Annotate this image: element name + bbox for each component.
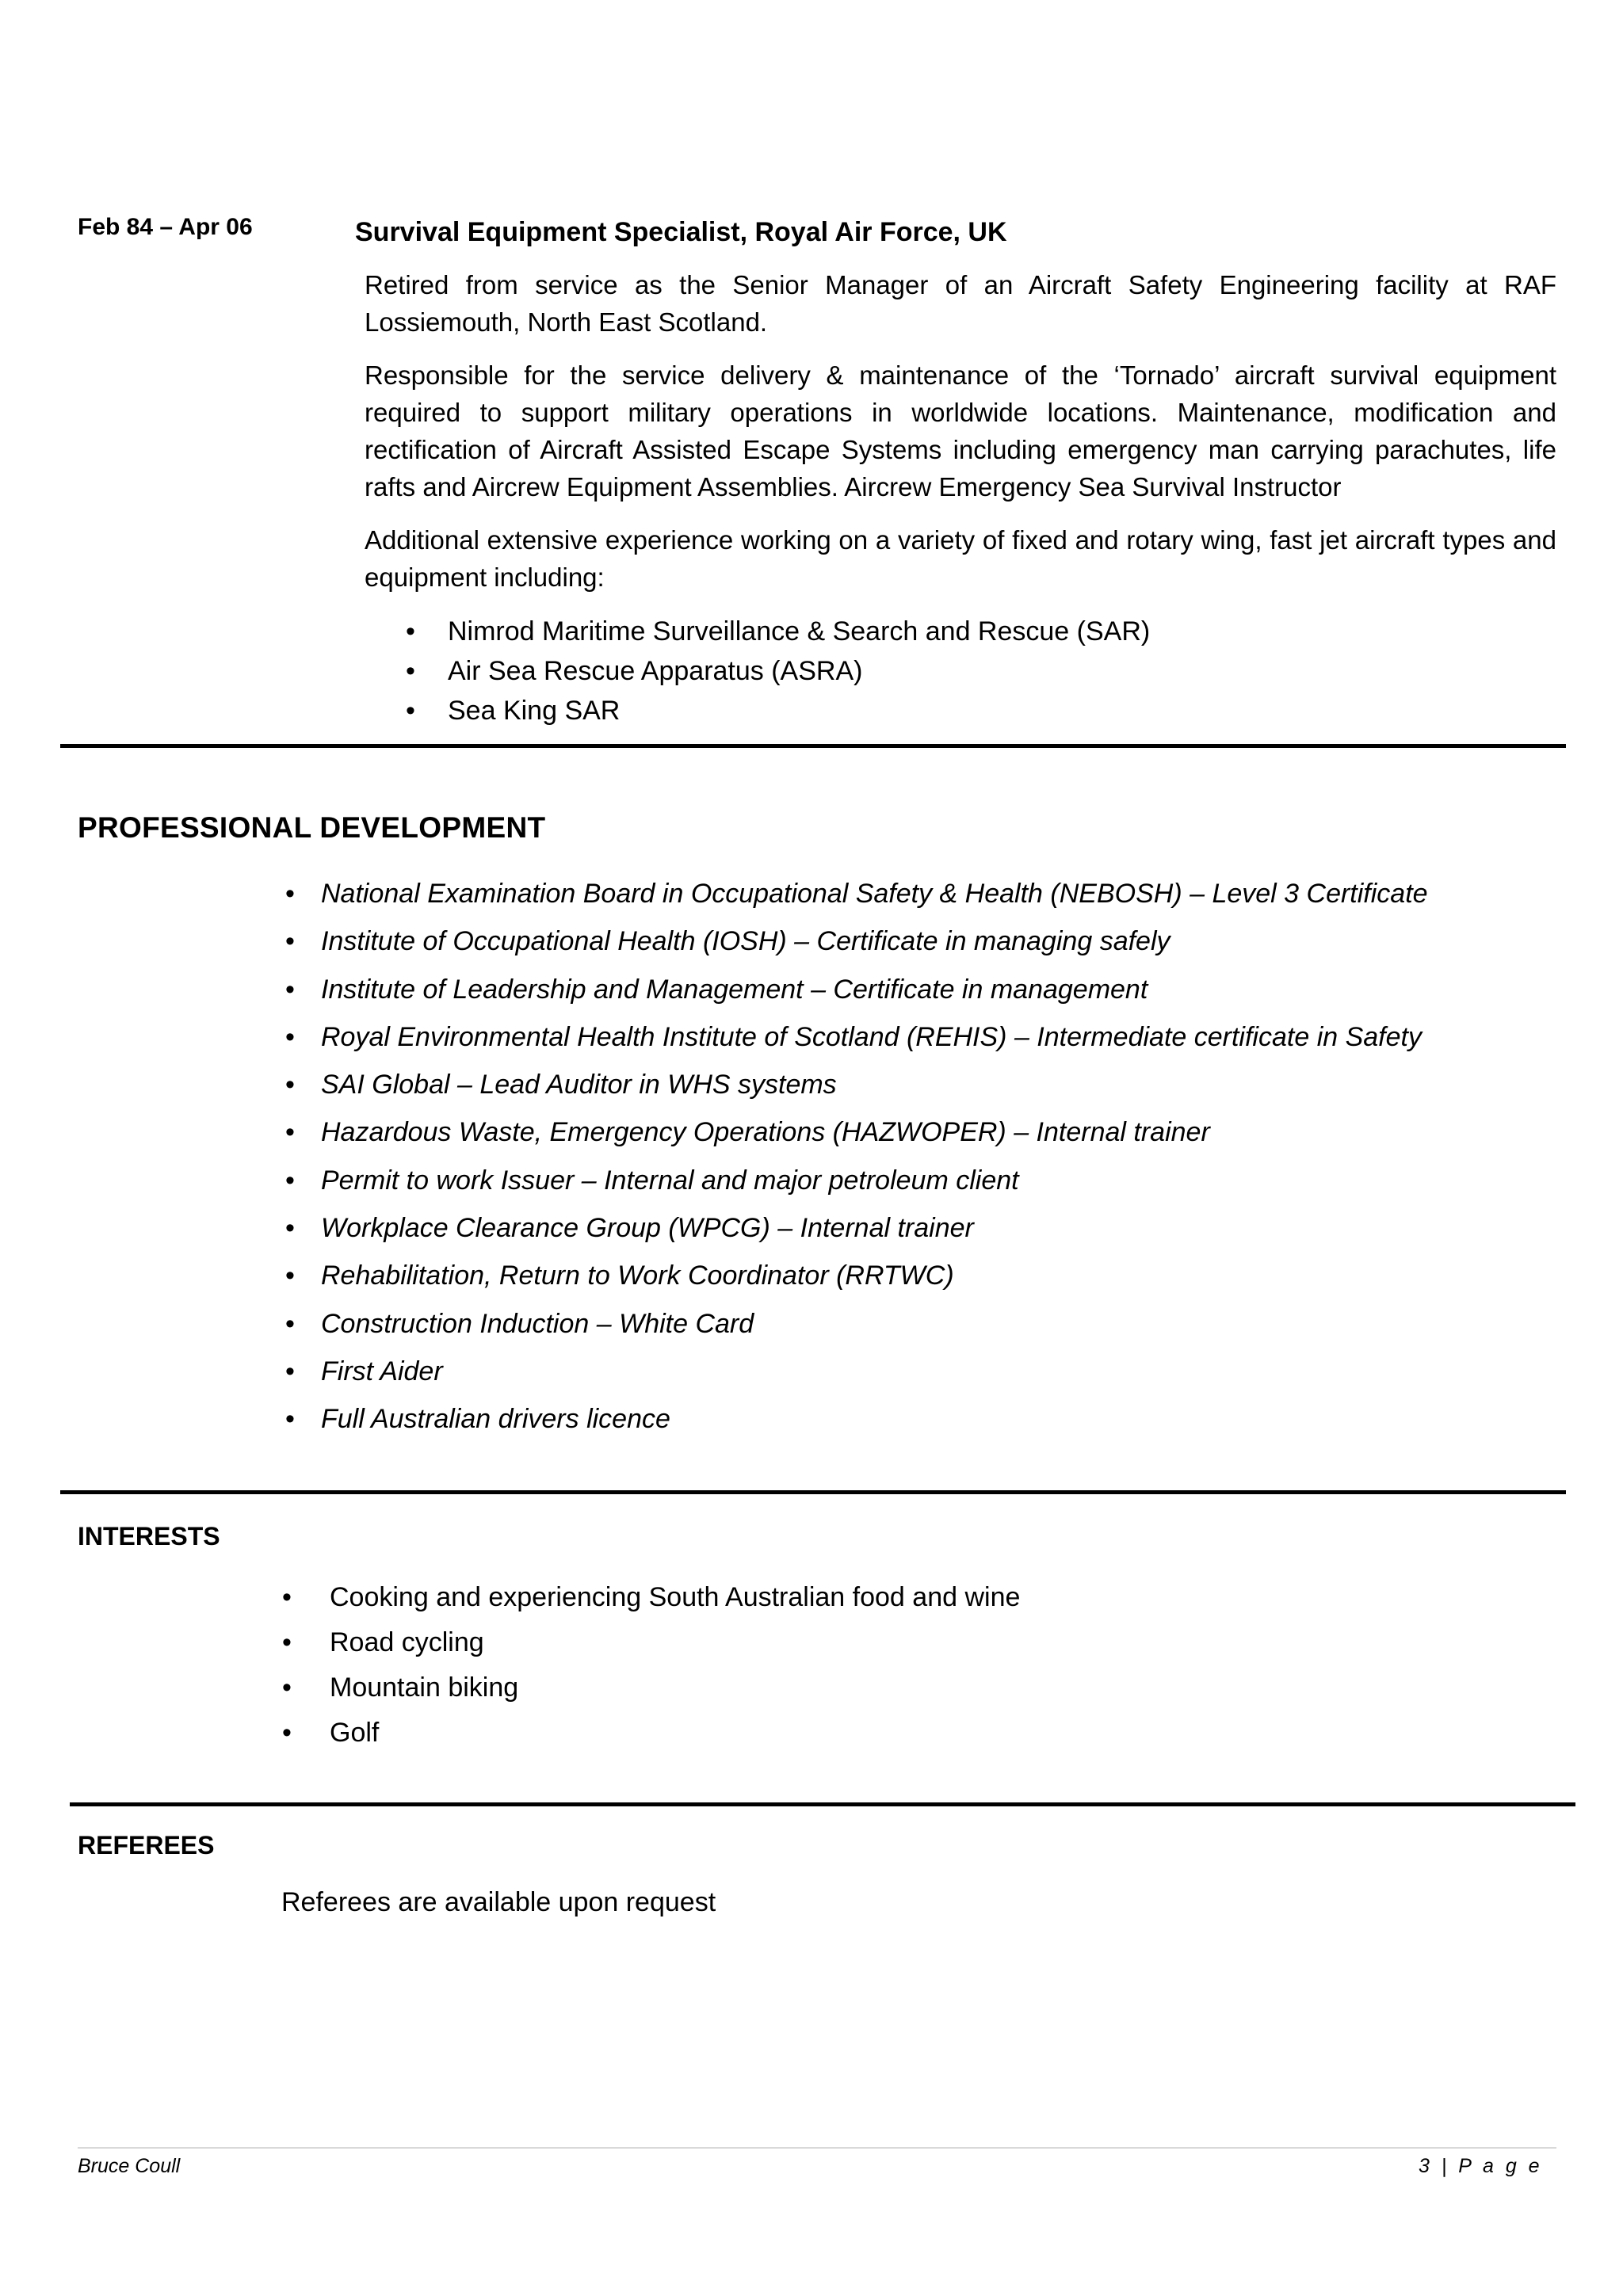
list-item-text: Air Sea Rescue Apparatus (ASRA) bbox=[448, 656, 863, 686]
list-item-text: Construction Induction – White Card bbox=[321, 1308, 754, 1339]
experience-bullet-list bbox=[365, 612, 1556, 730]
list-item-text: Sea King SAR bbox=[448, 696, 621, 726]
bullet-icon: • bbox=[285, 1213, 295, 1244]
experience-body bbox=[365, 266, 1556, 730]
professional-development-list bbox=[285, 870, 1428, 1444]
list-item bbox=[282, 1665, 1020, 1711]
footer-page-number: 3 | P a g e bbox=[1419, 2155, 1543, 2177]
bullet-icon: • bbox=[285, 1070, 295, 1100]
list-item bbox=[285, 1300, 1428, 1348]
bullet-icon: • bbox=[285, 1261, 295, 1291]
list-item bbox=[365, 651, 1556, 691]
referees-text: Referees are available upon request bbox=[281, 1887, 716, 1917]
list-item-text: Permit to work Issuer – Internal and major petroleum client bbox=[321, 1165, 1019, 1196]
list-item bbox=[365, 612, 1556, 651]
interests-list bbox=[282, 1575, 1020, 1756]
footer-author-name: Bruce Coull bbox=[78, 2155, 181, 2177]
list-item-text: Rehabilitation, Return to Work Coordinator (RRTWC) bbox=[321, 1261, 954, 1291]
section-heading-interests: INTERESTS bbox=[78, 1522, 220, 1550]
bullet-icon: • bbox=[282, 1582, 292, 1612]
bullet-icon: • bbox=[285, 926, 295, 957]
list-item-text: Mountain biking bbox=[330, 1672, 519, 1703]
bullet-icon: • bbox=[285, 1404, 295, 1435]
list-item bbox=[282, 1711, 1020, 1756]
bullet-icon: • bbox=[406, 656, 415, 686]
section-divider bbox=[70, 1802, 1575, 1806]
list-item-text: Royal Environmental Health Institute of Scotland (REHIS) – Intermediate certificate in Safety bbox=[321, 1021, 1422, 1052]
bullet-icon: • bbox=[282, 1627, 292, 1657]
list-item-text: Institute of Occupational Health (IOSH) – Certificate in managing safely bbox=[321, 926, 1170, 957]
bullet-icon: • bbox=[285, 1308, 295, 1339]
experience-paragraph: Responsible for the service delivery & maintenance of the ‘Tornado’ aircraft survival equipment required to support military operations in worldwide locations. Maintenance, modification and rectification of Aircraft Assisted Escape Systems including emergency man carrying parachutes, life rafts and Aircrew Equipment Assemblies. Aircrew Emergency Sea Survival Instructor bbox=[365, 360, 1556, 502]
list-item-text: Golf bbox=[330, 1718, 380, 1748]
list-item-text: SAI Global – Lead Auditor in WHS systems bbox=[321, 1070, 837, 1100]
list-item bbox=[285, 1204, 1428, 1252]
list-item bbox=[282, 1575, 1020, 1620]
bullet-icon: • bbox=[282, 1672, 292, 1703]
section-heading-referees: REFEREES bbox=[78, 1831, 215, 1859]
list-item bbox=[285, 1252, 1428, 1299]
list-item bbox=[285, 1157, 1428, 1204]
list-item-text: Institute of Leadership and Management – Certificate in management bbox=[321, 974, 1148, 1005]
list-item bbox=[285, 1108, 1428, 1156]
list-item-text: National Examination Board in Occupational Safety & Health (NEBOSH) – Level 3 Certificate bbox=[321, 879, 1428, 909]
list-item-text: First Aider bbox=[321, 1356, 443, 1386]
list-item bbox=[285, 1348, 1428, 1395]
experience-date: Feb 84 – Apr 06 bbox=[78, 214, 253, 240]
bullet-icon: • bbox=[282, 1718, 292, 1748]
list-item bbox=[365, 691, 1556, 730]
list-item bbox=[285, 1061, 1428, 1108]
section-divider bbox=[60, 1490, 1566, 1494]
bullet-icon: • bbox=[285, 1117, 295, 1148]
list-item bbox=[285, 1395, 1428, 1443]
list-item bbox=[285, 966, 1428, 1013]
list-item-text: Workplace Clearance Group (WPCG) – Internal trainer bbox=[321, 1213, 974, 1244]
bullet-icon: • bbox=[285, 1356, 295, 1386]
bullet-icon: • bbox=[406, 696, 415, 726]
bullet-icon: • bbox=[285, 974, 295, 1005]
bullet-icon: • bbox=[285, 1165, 295, 1196]
list-item-text: Hazardous Waste, Emergency Operations (HAZWOPER) – Internal trainer bbox=[321, 1117, 1210, 1148]
list-item-text: Nimrod Maritime Surveillance & Search and Rescue (SAR) bbox=[448, 616, 1151, 646]
experience-title: Survival Equipment Specialist, Royal Air Force, UK bbox=[355, 217, 1007, 247]
section-heading-professional-development: PROFESSIONAL DEVELOPMENT bbox=[78, 811, 546, 844]
experience-paragraph: Additional extensive experience working on a variety of fixed and rotary wing, fast jet aircraft types and equipment including: bbox=[365, 525, 1556, 592]
section-divider bbox=[60, 744, 1566, 748]
bullet-icon: • bbox=[406, 616, 415, 646]
experience-paragraph: Retired from service as the Senior Manager of an Aircraft Safety Engineering facility at RAF Lossiemouth, North East Scotland. bbox=[365, 270, 1556, 337]
list-item bbox=[285, 1013, 1428, 1061]
list-item-text: Cooking and experiencing South Australian food and wine bbox=[330, 1582, 1021, 1612]
list-item bbox=[285, 917, 1428, 965]
bullet-icon: • bbox=[285, 1021, 295, 1052]
list-item-text: Full Australian drivers licence bbox=[321, 1404, 670, 1435]
list-item-text: Road cycling bbox=[330, 1627, 484, 1657]
bullet-icon: • bbox=[285, 879, 295, 909]
list-item bbox=[285, 870, 1428, 917]
footer-divider bbox=[78, 2147, 1556, 2149]
list-item bbox=[282, 1620, 1020, 1665]
